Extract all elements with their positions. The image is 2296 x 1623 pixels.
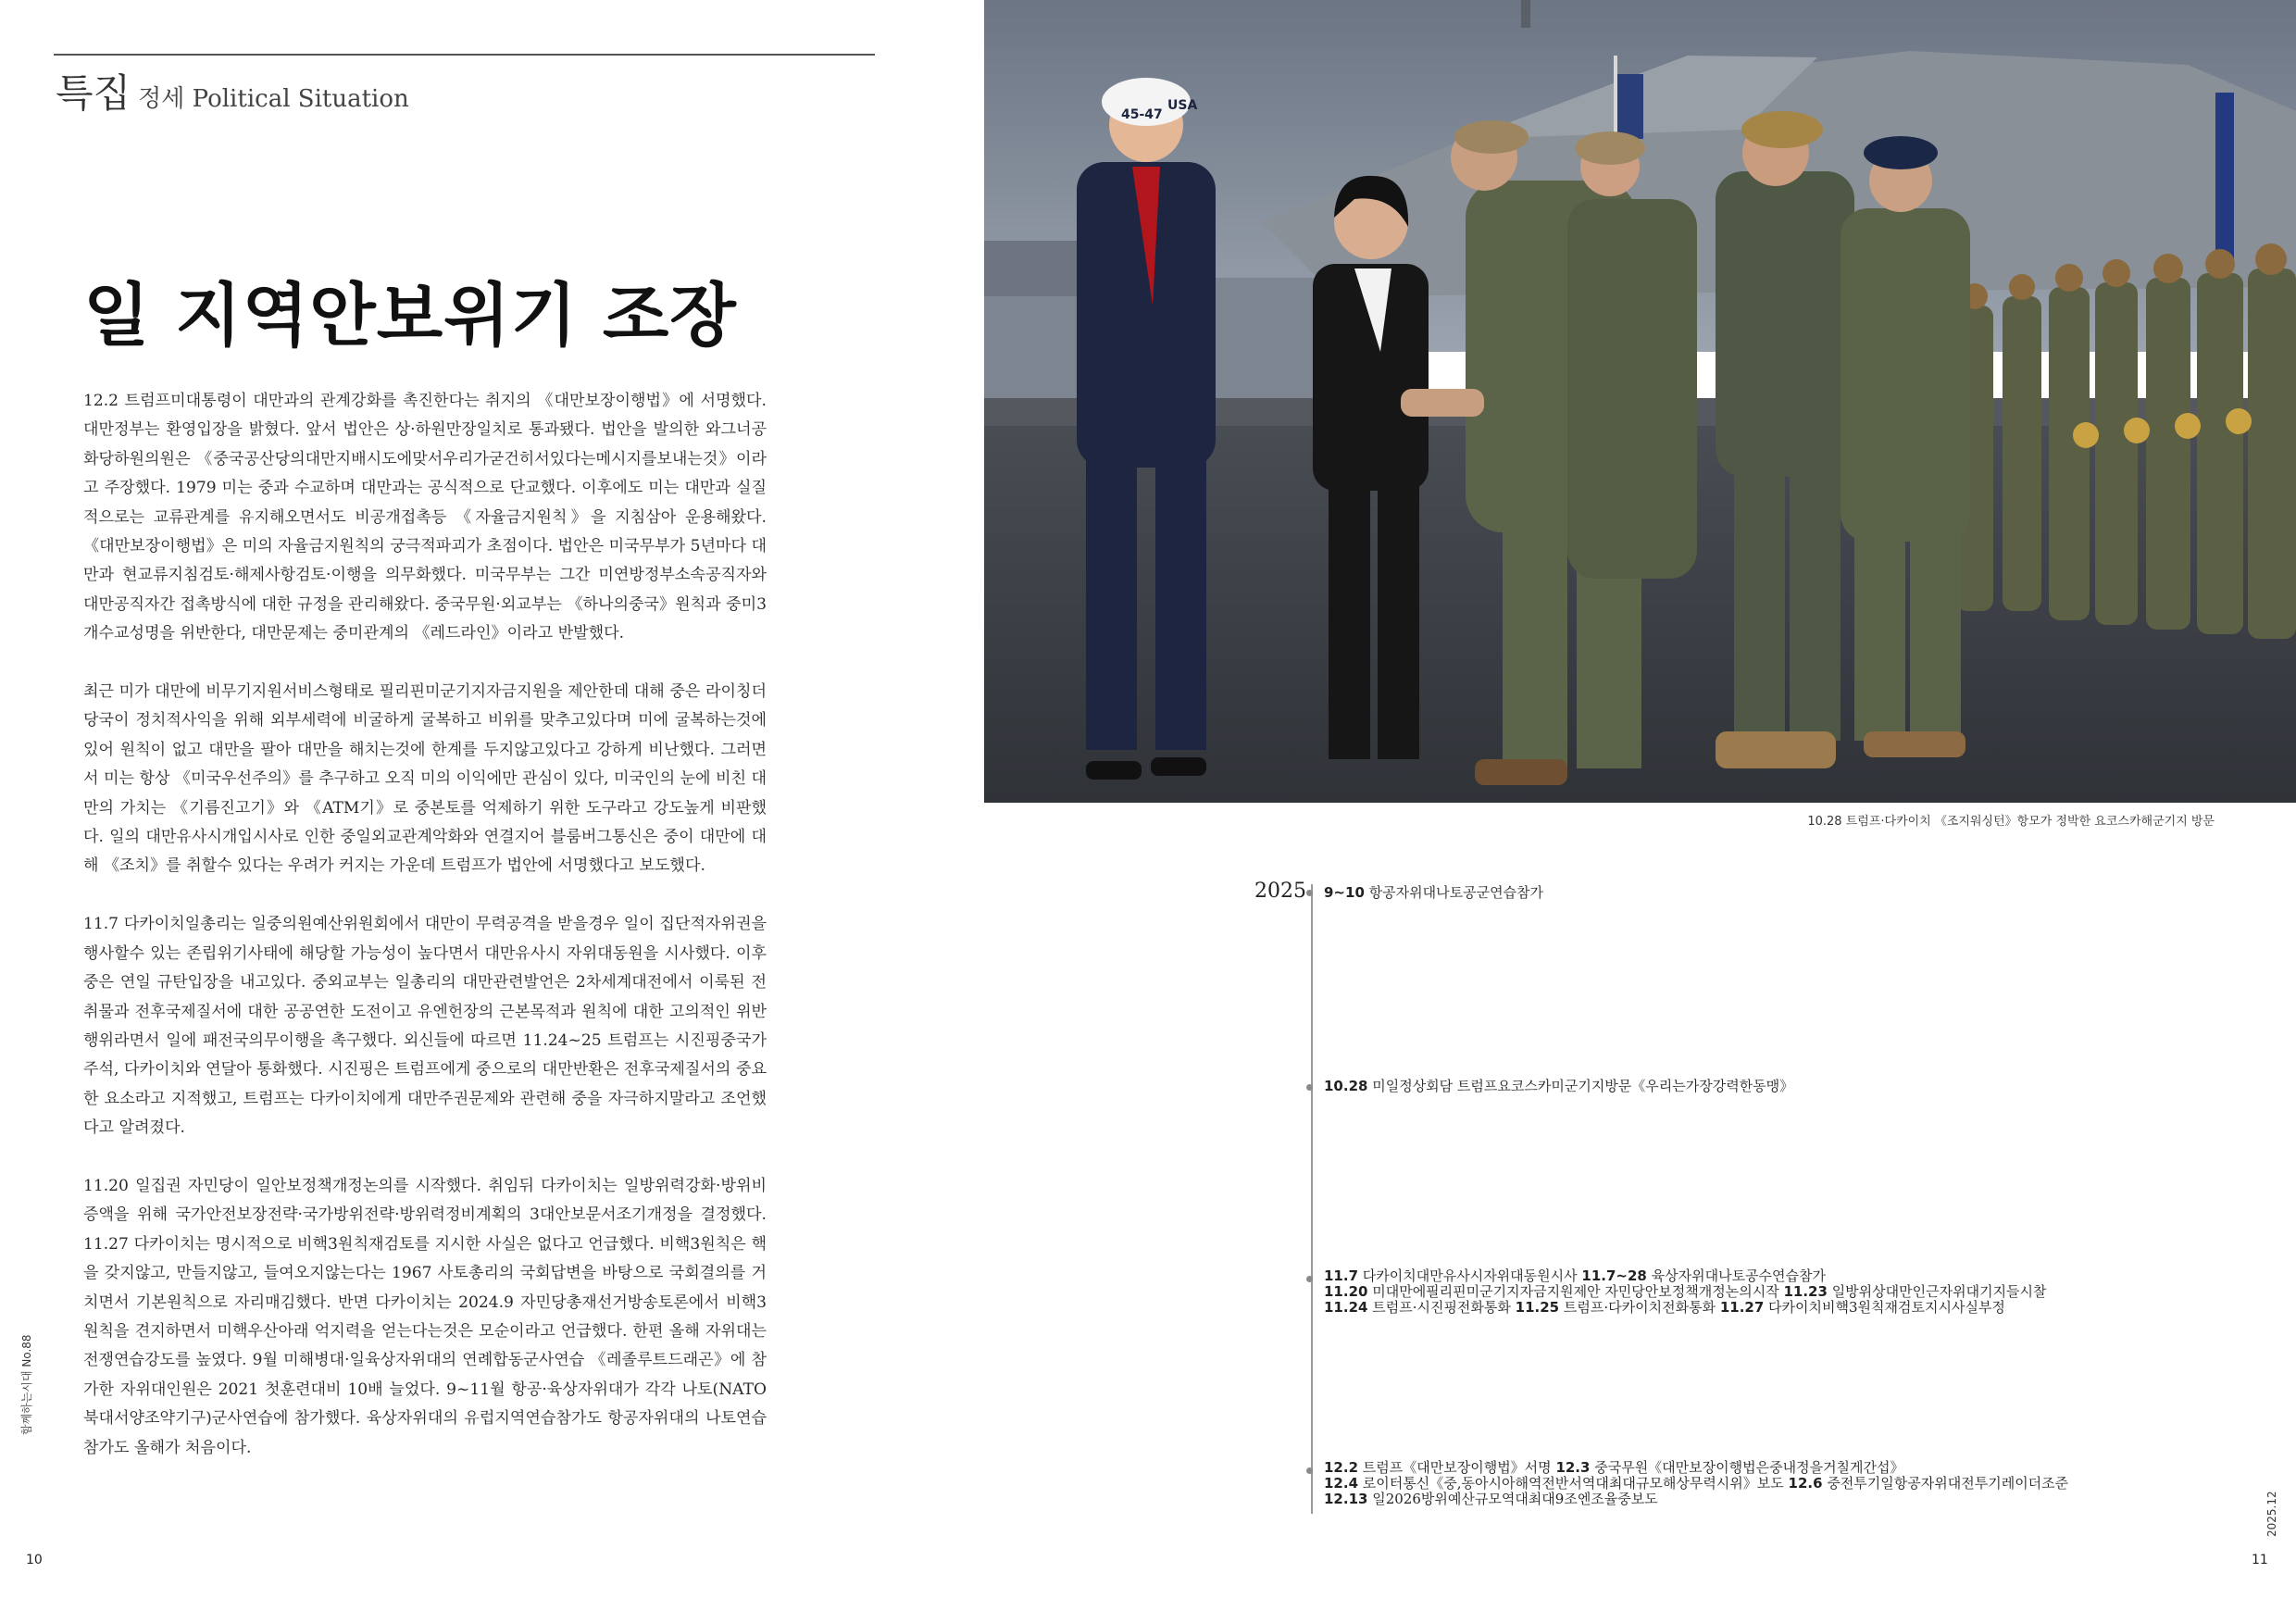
officer-blue-cap	[1841, 136, 1970, 757]
timeline-event: 일2026방위예산규모역대최대9조엔조율중보도	[1367, 1491, 1658, 1507]
timeline-line	[1324, 1460, 2068, 1476]
timeline-event: 다카이치비핵3원칙재검토지시사실부정	[1764, 1299, 2005, 1316]
page-number-right: 11	[2252, 1553, 2268, 1567]
timeline-date: 9~10	[1324, 884, 1365, 901]
timeline-line	[1324, 1079, 1793, 1094]
timeline-event: 트럼프·시진핑전화통화	[1367, 1299, 1516, 1316]
section-subtitle: 정세 Political Situation	[138, 85, 409, 113]
cap-number-text: 45-47	[1121, 107, 1163, 122]
body-paragraph: 11.7 다카이치일총리는 일중의원예산위원회에서 대만이 무력공격을 받을경우 일이 집단적자위권을 행사할수 있는 존립위기사태에 해당할 가능성이 높다면서 대만유사시 자위대동원을 시사했다. 이후 중은 연일 규탄입장을 내고있다. 중외교부는 일총리의 대만관련발언은 2차세계대전에서 이룩된 전취물과 전후국제질서에 대한 공공연한 도전이고 유엔헌장의 근본목적과 원칙에 대한 고의적인 위반행위라면서 일에 패전국의무이행을 촉구했다. 외신들에 따르면 11.24~25 트럼프는 시진핑중국가주석, 다카이치와 연달아 통화했다. 시진핑은 트럼프에게 중으로의 대만반환은 전후국제질서의 중요한 요소라고 지적했고, 트럼프는 다카이치에게 대만주권문제와 관련해 중을 자극하지말라고 조언했다고 알려졌다.	[83, 915, 767, 1138]
timeline-line	[1324, 1268, 2047, 1284]
timeline-event: 육상자위대나토공수연습참가	[1646, 1267, 1826, 1284]
timeline-marker	[1306, 1084, 1313, 1091]
timeline-line	[1324, 1300, 2047, 1316]
officer-camo-uniform	[1716, 111, 1854, 768]
timeline-year: 2025	[1254, 880, 1306, 903]
timeline-event: 항공자위대나토공군연습참가	[1364, 884, 1544, 901]
body-paragraph: 12.2 트럼프미대통령이 대만과의 관계강화를 촉진한다는 취지의 《대만보장이행법》에 서명했다. 대만정부는 환영입장을 밝혔다. 앞서 법안은 상·하원만장일치로 통과됐다. 법안을 발의한 와그너공화당하원의원은 《중국공산당의대만지배시도에맞서우리가굳건히서있다는메시지를보내는것》이라고 주장했다. 1979 미는 중과 수교하며 대만과는 공식적으로 단교했다. 이후에도 미는 대만과 실질적으로는 교류관계를 유지해오면서도 비공개접촉등 《자율금지원칙》을 지침삼아 운용해왔다. 《대만보장이행법》은 미의 자율금지원칙의 궁극적파괴가 초점이다. 법안은 미국무부가 5년마다 대만과 현교류지침검토·해제사항검토·이행을 의무화했다. 미국무부는 그간 미연방정부소속공직자와 대만공직자간 접촉방식에 대한 규정을 관리해왔다. 중국무원·외교부는 《하나의중국》원칙과 중미3개수교성명을 위반한다, 대만문제는 중미관계의 《레드라인》이라고 반발했다.	[83, 392, 767, 643]
timeline-date: 12.4	[1324, 1475, 1359, 1492]
timeline-line	[1324, 885, 1543, 901]
timeline-date: 11.7~28	[1581, 1267, 1647, 1284]
news-photo	[984, 0, 2296, 803]
timeline-marker	[1306, 1467, 1313, 1474]
timeline-event: 트럼프《대만보장이행법》서명	[1358, 1459, 1556, 1476]
section-title: 특집	[56, 70, 131, 116]
timeline-date: 12.3	[1555, 1459, 1591, 1476]
timeline-event: 로이터통신《중,동아시아해역전반서역대최대규모해상무력시위》보도	[1358, 1475, 1789, 1492]
timeline-line	[1324, 1492, 2068, 1507]
timeline-line	[1324, 1476, 2068, 1492]
timeline-axis	[1311, 884, 1313, 1514]
timeline-event: 트럼프·다카이치전화통화	[1559, 1299, 1720, 1316]
timeline-event: 미대만에필리핀미군기지자금지원제안 자민당안보정책개정논의시작	[1367, 1283, 1784, 1300]
cap-usa-text: USA	[1167, 98, 1198, 113]
issue-date-label: 2025.12	[2265, 1491, 2278, 1537]
timeline-date: 11.27	[1719, 1299, 1765, 1316]
timeline-event: 미일정상회담 트럼프요코스카미군기지방문《우리는가장강력한동맹》	[1367, 1078, 1794, 1094]
timeline-entry	[1324, 1460, 2068, 1507]
header-rule	[54, 54, 875, 56]
article-body	[83, 387, 767, 1492]
body-paragraph: 최근 미가 대만에 비무기지원서비스형태로 필리핀미군기지자금지원을 제안한데 대해 중은 라이칭더당국이 정치적사익을 위해 외부세력에 비굴하게 굴복하고 비위를 맞추고있다며 미에 굴복하는것에 있어 원칙이 없고 대만을 팔아 대만을 해치는것에 한계를 두지않고있다고 강하게 비난했다. 그러면서 미는 항상 《미국우선주의》를 추구하고 오직 미의 이익에만 관심이 있다, 미국인의 눈에 비친 대만의 가치는 《기름진고기》와 《ATM기》로 중본토를 억제하기 위한 도구라고 강도높게 비판했다. 일의 대만유사시개입시사로 인한 중일외교관계악화와 연결지어 블룸버그통신은 중이 대만에 대해 《조치》를 취할수 있다는 우려가 커지는 가운데 트럼프가 법안에 서명했다고 보도했다.	[83, 682, 767, 876]
timeline-line	[1324, 1284, 2047, 1300]
article-headline: 일 지역안보위기 조장	[83, 276, 737, 356]
photo-caption: 10.28 트럼프·다카이치 《조지워싱턴》항모가 정박한 요코스카해군기지 방문	[1807, 815, 2215, 829]
body-paragraph: 11.20 일집권 자민당이 일안보정책개정논의를 시작했다. 취임뒤 다카이치는 일방위력강화·방위비증액을 위해 국가안전보장전략·국가방위전략·방위력정비계획의 3대안보문서조기개정을 결정했다. 11.27 다카이치는 명시적으로 비핵3원칙재검토를 지시한 사실은 없다고 언급했다. 비핵3원칙은 핵을 갖지않고, 만들지않고, 들여오지않는다는 1967 사토총리의 국회답변을 바탕으로 국회결의를 거치면서 기본원칙으로 자리매김했다. 반면 다카이치는 2024.9 자민당총재선거방송토론에서 비핵3원칙을 견지하면서 미핵우산아래 억지력을 얻는다는것은 모순이라고 언급했다. 한편 올해 자위대는 전쟁연습강도를 높였다. 9월 미해병대·일육상자위대의 연례합동군사연습 《레졸루트드래곤》에 참가한 자위대인원은 2021 첫훈련대비 10배 늘었다. 9~11월 항공·육상자위대가 각각 나토(NATO 북대서양조약기구)군사연습에 참가했다. 육상자위대의 유럽지역연습참가도 항공자위대의 나토연습참가도 올해가 처음이다.	[83, 1176, 767, 1457]
timeline-date: 11.24	[1324, 1299, 1368, 1316]
timeline-date: 12.6	[1788, 1475, 1823, 1492]
timeline-event: 다카이치대만유사시자위대동원시사	[1358, 1267, 1582, 1284]
magazine-issue-label: 함께하는시대 No.88	[20, 1334, 33, 1435]
timeline-date: 11.23	[1783, 1283, 1828, 1300]
timeline-date: 11.20	[1324, 1283, 1368, 1300]
section-label	[56, 63, 409, 119]
timeline-date: 11.7	[1324, 1267, 1359, 1284]
timeline-event: 중국무원《대만보장이행법은중내정을거칠게간섭》	[1590, 1459, 1904, 1476]
timeline-entry	[1324, 885, 1543, 901]
timeline-date: 10.28	[1324, 1078, 1368, 1094]
timeline-date: 11.25	[1515, 1299, 1560, 1316]
timeline-event: 일방위상대만인근자위대기지들시찰	[1827, 1283, 2047, 1300]
timeline-marker	[1306, 1276, 1313, 1282]
timeline-entry	[1324, 1079, 1793, 1094]
timeline-event: 중전투기일항공자위대전투기레이더조준	[1822, 1475, 2069, 1492]
timeline-marker	[1306, 890, 1313, 896]
timeline-date: 12.13	[1324, 1491, 1368, 1507]
timeline-date: 12.2	[1324, 1459, 1359, 1476]
page-number-left: 10	[26, 1553, 43, 1567]
timeline-entry	[1324, 1268, 2047, 1316]
